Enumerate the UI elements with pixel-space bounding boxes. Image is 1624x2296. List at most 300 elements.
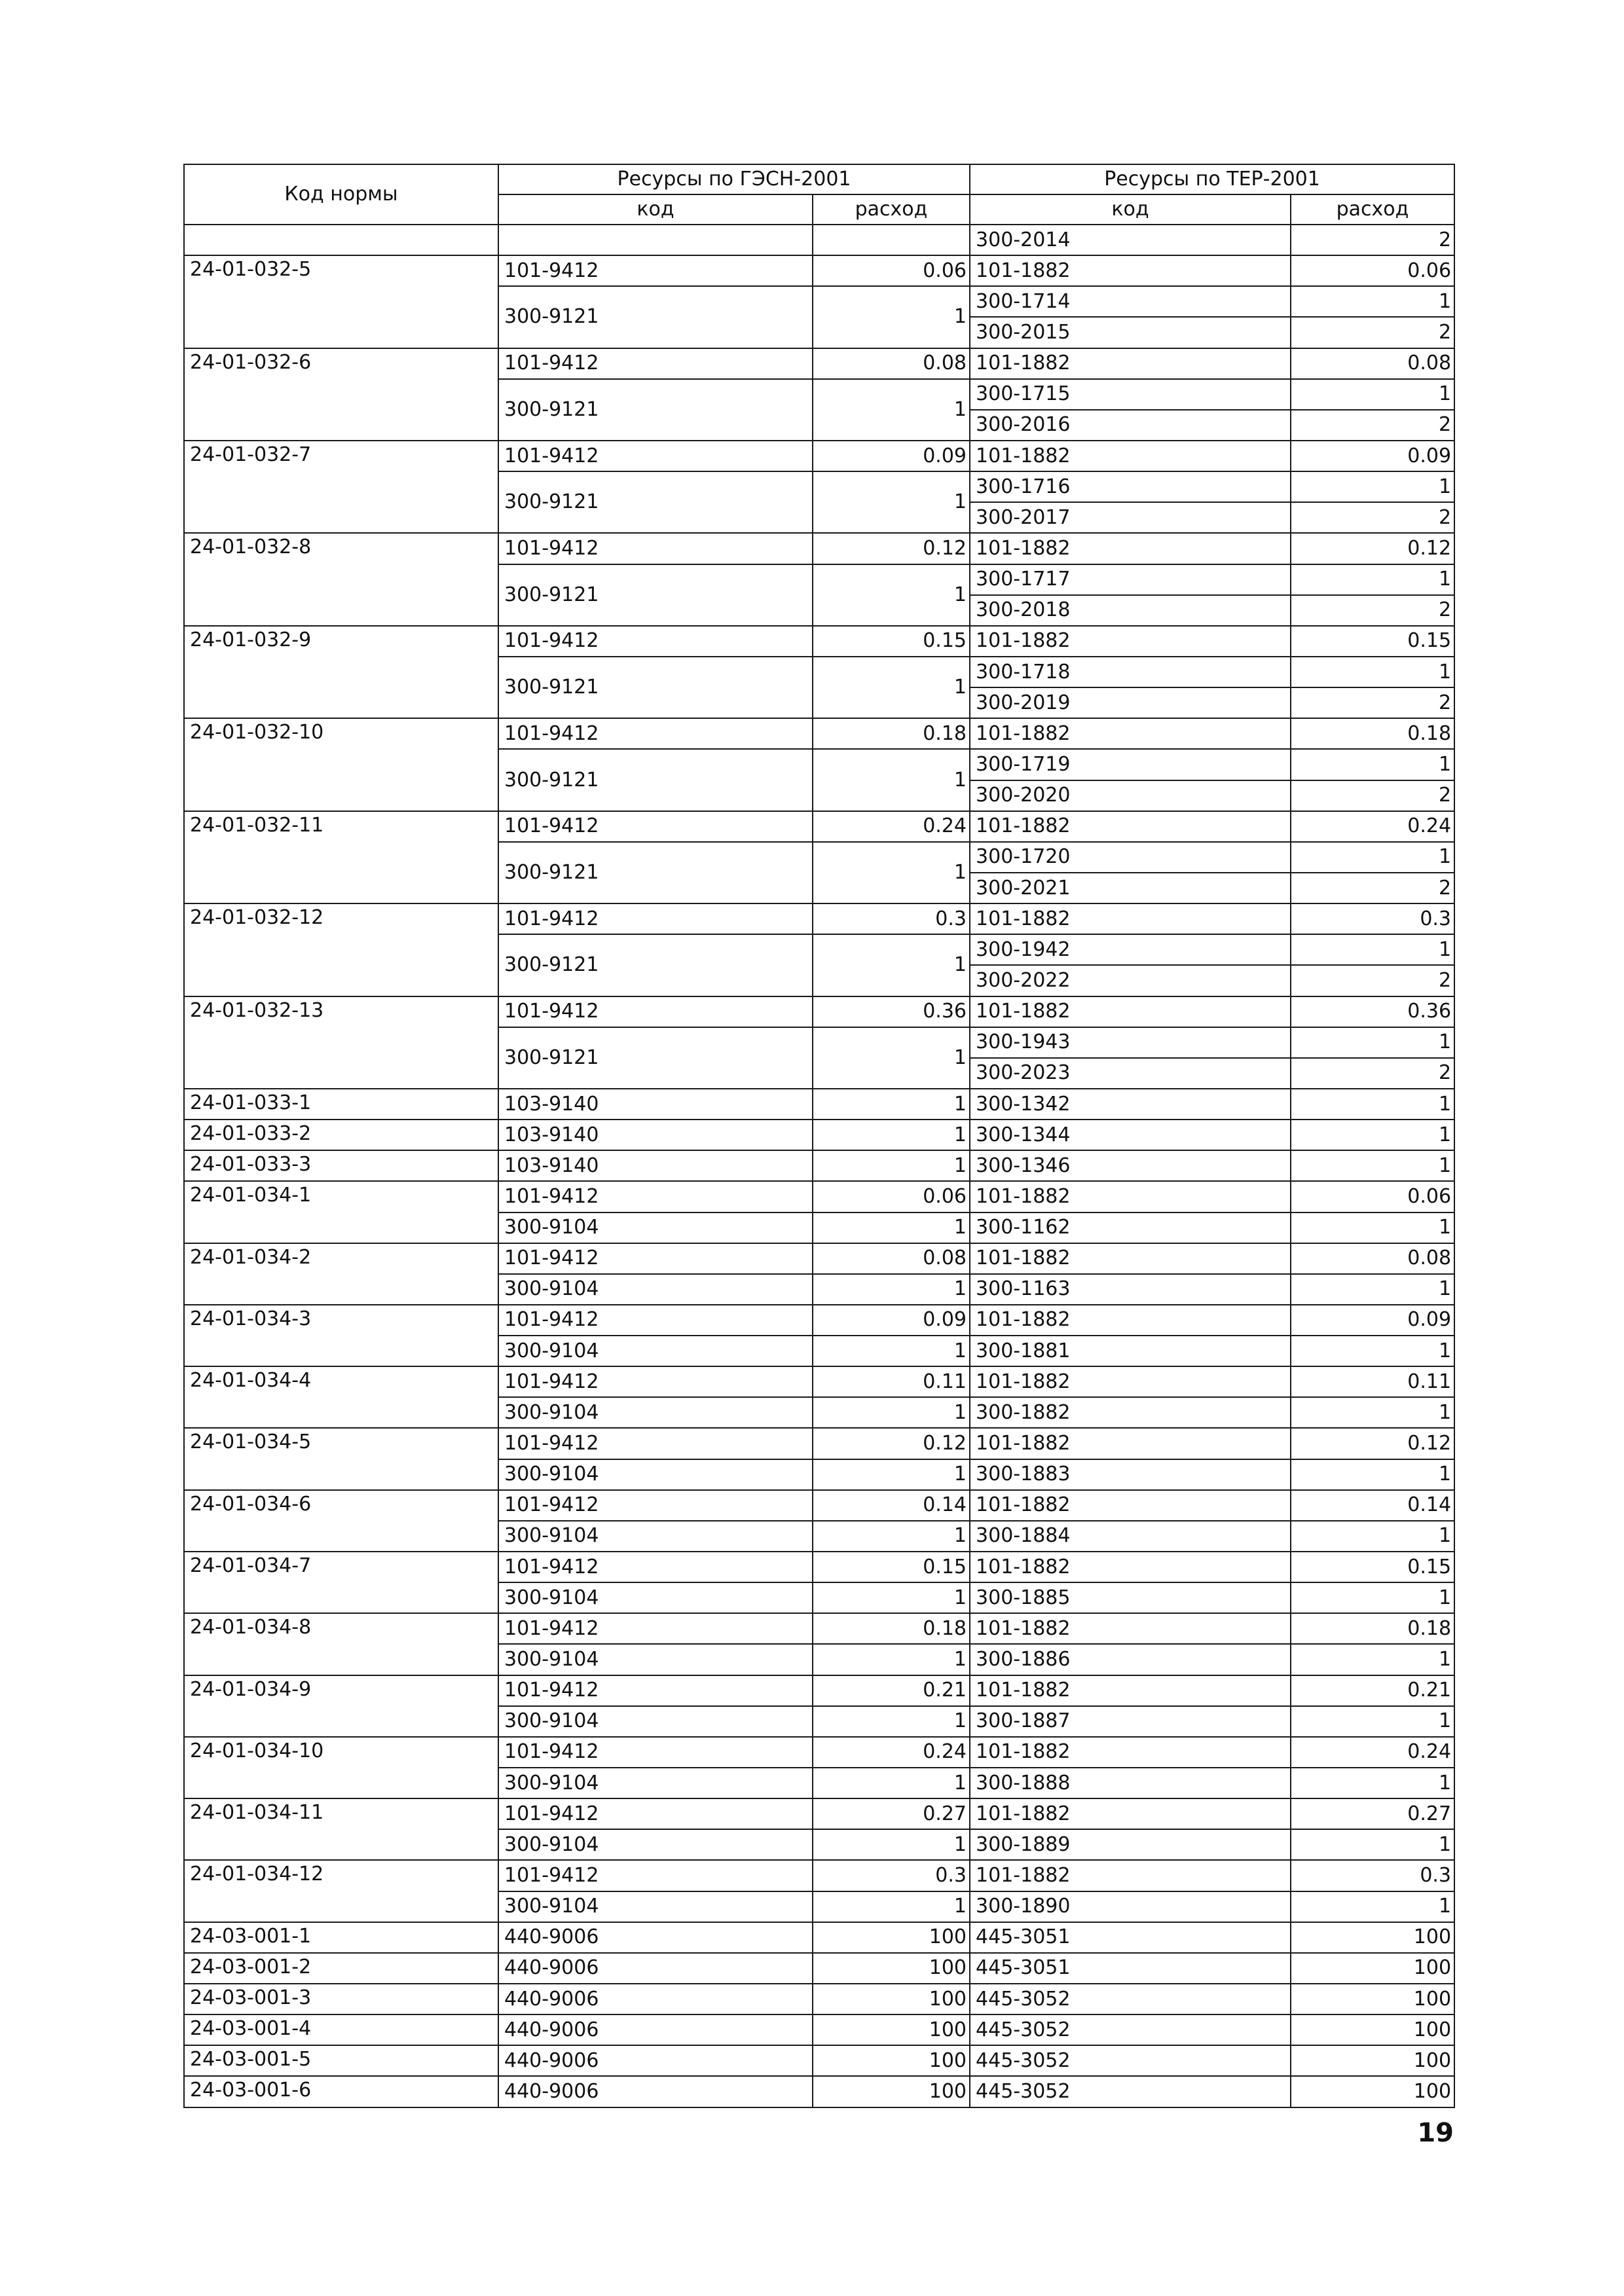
- ter-consumption-cell: 2: [1291, 873, 1454, 903]
- gesn-code-cell: 440-9006: [498, 1922, 813, 1953]
- ter-code-cell: 300-1883: [970, 1459, 1291, 1490]
- table-row: [184, 1243, 1454, 1274]
- table-row: [184, 718, 1454, 749]
- gesn-consumption-cell: 0.09: [813, 441, 970, 471]
- gesn-code-cell: 300-9121: [498, 842, 813, 903]
- ter-consumption-cell: 0.08: [1291, 1243, 1454, 1274]
- ter-consumption-cell: 1: [1291, 1891, 1454, 1922]
- header-gesn-code: код: [498, 194, 813, 225]
- norm-code-cell: [184, 225, 498, 255]
- ter-code-cell: 101-1882: [970, 1305, 1291, 1336]
- gesn-code-cell: 300-9104: [498, 1706, 813, 1737]
- ter-code-cell: 101-1882: [970, 255, 1291, 286]
- gesn-code-cell: 300-9104: [498, 1768, 813, 1798]
- ter-consumption-cell: 0.27: [1291, 1798, 1454, 1829]
- gesn-consumption-cell: [813, 225, 970, 255]
- table-row: [184, 255, 1454, 286]
- gesn-consumption-cell: 100: [813, 1953, 970, 1984]
- norm-code-cell: 24-01-033-2: [184, 1120, 498, 1150]
- ter-consumption-cell: 1: [1291, 286, 1454, 317]
- gesn-consumption-cell: 0.36: [813, 996, 970, 1027]
- gesn-consumption-cell: 0.15: [813, 1552, 970, 1582]
- gesn-consumption-cell: 1: [813, 1089, 970, 1120]
- ter-consumption-cell: 1: [1291, 1829, 1454, 1860]
- gesn-code-cell: 300-9121: [498, 657, 813, 718]
- gesn-consumption-cell: 1: [813, 1027, 970, 1089]
- ter-consumption-cell: 0.09: [1291, 441, 1454, 471]
- norm-code-cell: 24-01-032-9: [184, 626, 498, 718]
- table-row: [184, 1552, 1454, 1582]
- ter-consumption-cell: 1: [1291, 1397, 1454, 1428]
- gesn-consumption-cell: 1: [813, 379, 970, 441]
- norm-code-cell: 24-03-001-1: [184, 1922, 498, 1953]
- ter-consumption-cell: 1: [1291, 379, 1454, 410]
- gesn-code-cell: 101-9412: [498, 1798, 813, 1829]
- header-norm-code: Код нормы: [184, 164, 498, 225]
- ter-consumption-cell: 1: [1291, 842, 1454, 873]
- norm-code-cell: 24-01-034-9: [184, 1675, 498, 1737]
- gesn-consumption-cell: 100: [813, 2014, 970, 2045]
- ter-code-cell: 300-1715: [970, 379, 1291, 410]
- gesn-code-cell: 300-9104: [498, 1891, 813, 1922]
- ter-code-cell: 300-1943: [970, 1027, 1291, 1058]
- gesn-consumption-cell: 0.24: [813, 1737, 970, 1768]
- gesn-consumption-cell: 100: [813, 1984, 970, 2014]
- header-ter-resources: Ресурсы по ТЕР-2001: [970, 164, 1454, 194]
- ter-consumption-cell: 0.14: [1291, 1490, 1454, 1521]
- norm-code-cell: 24-01-034-10: [184, 1737, 498, 1798]
- ter-code-cell: 101-1882: [970, 1428, 1291, 1459]
- norm-code-cell: 24-01-034-8: [184, 1613, 498, 1675]
- gesn-consumption-cell: 1: [813, 1212, 970, 1243]
- gesn-code-cell: 440-9006: [498, 2076, 813, 2107]
- gesn-code-cell: 101-9412: [498, 1490, 813, 1521]
- gesn-code-cell: 101-9412: [498, 255, 813, 286]
- gesn-code-cell: 440-9006: [498, 1984, 813, 2014]
- gesn-consumption-cell: 1: [813, 1768, 970, 1798]
- ter-code-cell: 101-1882: [970, 1552, 1291, 1582]
- ter-code-cell: 300-1720: [970, 842, 1291, 873]
- ter-consumption-cell: 1: [1291, 1089, 1454, 1120]
- gesn-consumption-cell: 0.21: [813, 1675, 970, 1706]
- ter-consumption-cell: 0.09: [1291, 1305, 1454, 1336]
- norm-code-cell: 24-01-034-2: [184, 1243, 498, 1305]
- ter-code-cell: 300-1342: [970, 1089, 1291, 1120]
- ter-code-cell: 445-3052: [970, 2014, 1291, 2045]
- table-row: [184, 2045, 1454, 2076]
- ter-code-cell: 300-2014: [970, 225, 1291, 255]
- table-row: [184, 1953, 1454, 1984]
- table-row: [184, 1428, 1454, 1459]
- gesn-consumption-cell: 1: [813, 1150, 970, 1181]
- ter-code-cell: 300-1717: [970, 564, 1291, 595]
- ter-code-cell: 300-1882: [970, 1397, 1291, 1428]
- gesn-consumption-cell: 0.24: [813, 811, 970, 842]
- gesn-consumption-cell: 1: [813, 1644, 970, 1675]
- ter-code-cell: 300-1163: [970, 1274, 1291, 1305]
- ter-consumption-cell: 2: [1291, 965, 1454, 996]
- ter-consumption-cell: 1: [1291, 657, 1454, 687]
- norm-code-cell: 24-01-034-3: [184, 1305, 498, 1366]
- ter-code-cell: 300-2023: [970, 1058, 1291, 1089]
- ter-consumption-cell: 2: [1291, 225, 1454, 255]
- gesn-code-cell: 300-9104: [498, 1212, 813, 1243]
- norm-code-cell: 24-01-033-3: [184, 1150, 498, 1181]
- gesn-code-cell: 101-9412: [498, 1366, 813, 1397]
- gesn-code-cell: 101-9412: [498, 1613, 813, 1644]
- norm-code-cell: 24-03-001-5: [184, 2045, 498, 2076]
- ter-code-cell: 300-1885: [970, 1582, 1291, 1613]
- ter-consumption-cell: 100: [1291, 2014, 1454, 2045]
- ter-code-cell: 300-1887: [970, 1706, 1291, 1737]
- ter-consumption-cell: 2: [1291, 595, 1454, 626]
- norm-code-cell: 24-01-034-11: [184, 1798, 498, 1860]
- gesn-code-cell: 300-9121: [498, 934, 813, 996]
- ter-code-cell: 101-1882: [970, 903, 1291, 934]
- ter-consumption-cell: 0.06: [1291, 1181, 1454, 1212]
- norm-code-cell: 24-01-034-12: [184, 1860, 498, 1922]
- norm-code-cell: 24-03-001-4: [184, 2014, 498, 2045]
- gesn-code-cell: 101-9412: [498, 533, 813, 564]
- ter-consumption-cell: 1: [1291, 1768, 1454, 1798]
- gesn-code-cell: 300-9121: [498, 564, 813, 626]
- gesn-consumption-cell: 100: [813, 2045, 970, 2076]
- ter-code-cell: 300-1889: [970, 1829, 1291, 1860]
- gesn-code-cell: 101-9412: [498, 1860, 813, 1891]
- gesn-code-cell: 101-9412: [498, 1675, 813, 1706]
- ter-code-cell: 300-1886: [970, 1644, 1291, 1675]
- gesn-consumption-cell: 100: [813, 2076, 970, 2107]
- gesn-code-cell: 440-9006: [498, 1953, 813, 1984]
- gesn-code-cell: 440-9006: [498, 2014, 813, 2045]
- table-row: [184, 225, 1454, 255]
- gesn-consumption-cell: 1: [813, 1120, 970, 1150]
- norm-code-cell: 24-01-034-4: [184, 1366, 498, 1428]
- table-row: [184, 1737, 1454, 1768]
- page-number: 19: [1417, 2118, 1454, 2148]
- table-row: [184, 1490, 1454, 1521]
- ter-consumption-cell: 1: [1291, 471, 1454, 502]
- gesn-code-cell: 101-9412: [498, 811, 813, 842]
- norm-code-cell: 24-01-034-7: [184, 1552, 498, 1613]
- gesn-consumption-cell: 0.12: [813, 533, 970, 564]
- gesn-consumption-cell: 1: [813, 1397, 970, 1428]
- table-row: [184, 441, 1454, 471]
- gesn-code-cell: 101-9412: [498, 1737, 813, 1768]
- gesn-consumption-cell: 1: [813, 286, 970, 348]
- ter-consumption-cell: 2: [1291, 1058, 1454, 1089]
- ter-code-cell: 101-1882: [970, 626, 1291, 657]
- norm-code-cell: 24-01-032-8: [184, 533, 498, 625]
- ter-consumption-cell: 1: [1291, 1582, 1454, 1613]
- gesn-code-cell: 103-9140: [498, 1150, 813, 1181]
- gesn-code-cell: 101-9412: [498, 348, 813, 379]
- gesn-consumption-cell: 1: [813, 657, 970, 718]
- gesn-consumption-cell: 0.06: [813, 1181, 970, 1212]
- ter-code-cell: 101-1882: [970, 1675, 1291, 1706]
- norm-code-cell: 24-03-001-6: [184, 2076, 498, 2107]
- ter-code-cell: 101-1882: [970, 1181, 1291, 1212]
- gesn-code-cell: 300-9121: [498, 379, 813, 441]
- gesn-consumption-cell: 0.18: [813, 1613, 970, 1644]
- ter-code-cell: 101-1882: [970, 1737, 1291, 1768]
- ter-consumption-cell: 0.15: [1291, 1552, 1454, 1582]
- gesn-code-cell: 101-9412: [498, 441, 813, 471]
- ter-consumption-cell: 0.11: [1291, 1366, 1454, 1397]
- gesn-consumption-cell: 1: [813, 1829, 970, 1860]
- gesn-code-cell: 101-9412: [498, 626, 813, 657]
- gesn-consumption-cell: 0.06: [813, 255, 970, 286]
- ter-code-cell: 300-1346: [970, 1150, 1291, 1181]
- ter-consumption-cell: 1: [1291, 1212, 1454, 1243]
- ter-consumption-cell: 2: [1291, 687, 1454, 718]
- ter-code-cell: 300-1888: [970, 1768, 1291, 1798]
- ter-code-cell: 300-1718: [970, 657, 1291, 687]
- gesn-code-cell: 300-9104: [498, 1521, 813, 1552]
- ter-consumption-cell: 1: [1291, 1120, 1454, 1150]
- ter-code-cell: 101-1882: [970, 811, 1291, 842]
- table-row: [184, 348, 1454, 379]
- norm-code-cell: 24-01-034-6: [184, 1490, 498, 1552]
- ter-code-cell: 101-1882: [970, 1613, 1291, 1644]
- ter-code-cell: 300-1162: [970, 1212, 1291, 1243]
- gesn-code-cell: 300-9104: [498, 1397, 813, 1428]
- gesn-consumption-cell: 1: [813, 1336, 970, 1366]
- norm-code-cell: 24-01-032-12: [184, 903, 498, 996]
- gesn-code-cell: 440-9006: [498, 2045, 813, 2076]
- gesn-consumption-cell: 1: [813, 749, 970, 811]
- table-row: [184, 1613, 1454, 1644]
- ter-consumption-cell: 0.24: [1291, 1737, 1454, 1768]
- ter-code-cell: 445-3051: [970, 1953, 1291, 1984]
- norm-code-cell: 24-01-032-5: [184, 255, 498, 348]
- ter-code-cell: 300-1942: [970, 934, 1291, 965]
- gesn-code-cell: 101-9412: [498, 1552, 813, 1582]
- gesn-consumption-cell: 0.11: [813, 1366, 970, 1397]
- ter-consumption-cell: 2: [1291, 780, 1454, 811]
- gesn-consumption-cell: 1: [813, 1459, 970, 1490]
- gesn-consumption-cell: 1: [813, 1706, 970, 1737]
- ter-consumption-cell: 1: [1291, 1521, 1454, 1552]
- ter-consumption-cell: 1: [1291, 1459, 1454, 1490]
- ter-consumption-cell: 1: [1291, 1027, 1454, 1058]
- gesn-consumption-cell: 1: [813, 934, 970, 996]
- gesn-consumption-cell: 100: [813, 1922, 970, 1953]
- ter-code-cell: 445-3052: [970, 2045, 1291, 2076]
- gesn-code-cell: 101-9412: [498, 718, 813, 749]
- gesn-consumption-cell: 1: [813, 564, 970, 626]
- norm-code-cell: 24-01-034-1: [184, 1181, 498, 1243]
- gesn-consumption-cell: 0.3: [813, 1860, 970, 1891]
- gesn-consumption-cell: 1: [813, 1891, 970, 1922]
- gesn-consumption-cell: 1: [813, 471, 970, 533]
- ter-code-cell: 300-2018: [970, 595, 1291, 626]
- norm-code-cell: 24-01-032-10: [184, 718, 498, 811]
- gesn-code-cell: 101-9412: [498, 1181, 813, 1212]
- table-row: [184, 1089, 1454, 1120]
- gesn-code-cell: 300-9104: [498, 1336, 813, 1366]
- table-row: [184, 811, 1454, 842]
- ter-consumption-cell: 100: [1291, 2076, 1454, 2107]
- table-row: [184, 1181, 1454, 1212]
- gesn-consumption-cell: 0.09: [813, 1305, 970, 1336]
- ter-code-cell: 101-1882: [970, 348, 1291, 379]
- header-gesn-resources: Ресурсы по ГЭСН-2001: [498, 164, 970, 194]
- table-row: [184, 1798, 1454, 1829]
- table-row: [184, 1150, 1454, 1181]
- table-row: [184, 1675, 1454, 1706]
- ter-consumption-cell: 0.18: [1291, 718, 1454, 749]
- ter-code-cell: 445-3051: [970, 1922, 1291, 1953]
- ter-consumption-cell: 0.12: [1291, 533, 1454, 564]
- ter-consumption-cell: 1: [1291, 1336, 1454, 1366]
- ter-code-cell: 300-1890: [970, 1891, 1291, 1922]
- header-ter-consumption: расход: [1291, 194, 1454, 225]
- ter-consumption-cell: 0.06: [1291, 255, 1454, 286]
- ter-consumption-cell: 0.3: [1291, 1860, 1454, 1891]
- ter-consumption-cell: 0.3: [1291, 903, 1454, 934]
- ter-code-cell: 101-1882: [970, 1860, 1291, 1891]
- ter-code-cell: 101-1882: [970, 718, 1291, 749]
- table-header: [184, 164, 1454, 225]
- norm-code-cell: 24-01-032-11: [184, 811, 498, 903]
- ter-code-cell: 300-2020: [970, 780, 1291, 811]
- ter-code-cell: 300-1719: [970, 749, 1291, 780]
- ter-consumption-cell: 1: [1291, 749, 1454, 780]
- ter-consumption-cell: 100: [1291, 1953, 1454, 1984]
- ter-code-cell: 445-3052: [970, 2076, 1291, 2107]
- gesn-code-cell: 101-9412: [498, 1428, 813, 1459]
- ter-consumption-cell: 0.36: [1291, 996, 1454, 1027]
- norm-code-cell: 24-01-032-13: [184, 996, 498, 1089]
- gesn-code-cell: 300-9104: [498, 1459, 813, 1490]
- norm-code-cell: 24-03-001-3: [184, 1984, 498, 2014]
- ter-code-cell: 101-1882: [970, 1366, 1291, 1397]
- ter-consumption-cell: 2: [1291, 502, 1454, 533]
- table-row: [184, 903, 1454, 934]
- ter-consumption-cell: 1: [1291, 564, 1454, 595]
- gesn-code-cell: 103-9140: [498, 1120, 813, 1150]
- gesn-consumption-cell: 1: [813, 1582, 970, 1613]
- norm-code-cell: 24-01-034-5: [184, 1428, 498, 1489]
- ter-code-cell: 101-1882: [970, 996, 1291, 1027]
- gesn-code-cell: 300-9121: [498, 749, 813, 811]
- table-row: [184, 2014, 1454, 2045]
- gesn-consumption-cell: 0.27: [813, 1798, 970, 1829]
- gesn-code-cell: 300-9104: [498, 1644, 813, 1675]
- ter-consumption-cell: 100: [1291, 1922, 1454, 1953]
- table-row: [184, 996, 1454, 1027]
- table-row: [184, 1860, 1454, 1891]
- gesn-code-cell: [498, 225, 813, 255]
- gesn-consumption-cell: 0.08: [813, 1243, 970, 1274]
- ter-consumption-cell: 0.12: [1291, 1428, 1454, 1459]
- ter-consumption-cell: 0.18: [1291, 1613, 1454, 1644]
- table-row: [184, 626, 1454, 657]
- table-row: [184, 1984, 1454, 2014]
- norm-code-cell: 24-01-032-6: [184, 348, 498, 441]
- ter-consumption-cell: 1: [1291, 1644, 1454, 1675]
- ter-code-cell: 300-2015: [970, 317, 1291, 348]
- ter-code-cell: 300-1716: [970, 471, 1291, 502]
- table-body: [184, 225, 1454, 2107]
- gesn-code-cell: 103-9140: [498, 1089, 813, 1120]
- ter-consumption-cell: 1: [1291, 1274, 1454, 1305]
- ter-consumption-cell: 1: [1291, 934, 1454, 965]
- ter-code-cell: 300-2019: [970, 687, 1291, 718]
- gesn-consumption-cell: 1: [813, 1274, 970, 1305]
- gesn-consumption-cell: 1: [813, 1521, 970, 1552]
- ter-consumption-cell: 1: [1291, 1706, 1454, 1737]
- ter-consumption-cell: 0.15: [1291, 626, 1454, 657]
- gesn-consumption-cell: 1: [813, 842, 970, 903]
- table-row: [184, 1366, 1454, 1397]
- ter-code-cell: 300-2017: [970, 502, 1291, 533]
- ter-code-cell: 300-1884: [970, 1521, 1291, 1552]
- table-row: [184, 1305, 1454, 1336]
- gesn-code-cell: 300-9121: [498, 471, 813, 533]
- ter-code-cell: 101-1882: [970, 533, 1291, 564]
- gesn-code-cell: 300-9104: [498, 1829, 813, 1860]
- gesn-consumption-cell: 0.18: [813, 718, 970, 749]
- ter-code-cell: 300-1714: [970, 286, 1291, 317]
- table-row: [184, 533, 1454, 564]
- ter-consumption-cell: 100: [1291, 2045, 1454, 2076]
- norm-code-cell: 24-01-033-1: [184, 1089, 498, 1120]
- ter-consumption-cell: 100: [1291, 1984, 1454, 2014]
- ter-code-cell: 101-1882: [970, 1798, 1291, 1829]
- table-row: [184, 2076, 1454, 2107]
- ter-consumption-cell: 0.08: [1291, 348, 1454, 379]
- table-row: [184, 1120, 1454, 1150]
- gesn-code-cell: 300-9121: [498, 286, 813, 348]
- gesn-consumption-cell: 0.3: [813, 903, 970, 934]
- ter-code-cell: 300-2022: [970, 965, 1291, 996]
- table-row: [184, 1922, 1454, 1953]
- ter-consumption-cell: 0.24: [1291, 811, 1454, 842]
- ter-code-cell: 300-2016: [970, 410, 1291, 441]
- gesn-code-cell: 300-9104: [498, 1582, 813, 1613]
- gesn-consumption-cell: 0.12: [813, 1428, 970, 1459]
- ter-code-cell: 300-1344: [970, 1120, 1291, 1150]
- gesn-consumption-cell: 0.08: [813, 348, 970, 379]
- ter-consumption-cell: 0.21: [1291, 1675, 1454, 1706]
- gesn-consumption-cell: 0.14: [813, 1490, 970, 1521]
- ter-code-cell: 300-1881: [970, 1336, 1291, 1366]
- gesn-code-cell: 101-9412: [498, 903, 813, 934]
- gesn-consumption-cell: 0.15: [813, 626, 970, 657]
- gesn-code-cell: 101-9412: [498, 1305, 813, 1336]
- gesn-code-cell: 300-9104: [498, 1274, 813, 1305]
- ter-code-cell: 101-1882: [970, 1243, 1291, 1274]
- ter-code-cell: 101-1882: [970, 441, 1291, 471]
- header-ter-code: код: [970, 194, 1291, 225]
- gesn-code-cell: 101-9412: [498, 996, 813, 1027]
- ter-code-cell: 101-1882: [970, 1490, 1291, 1521]
- ter-code-cell: 300-2021: [970, 873, 1291, 903]
- ter-code-cell: 445-3052: [970, 1984, 1291, 2014]
- header-gesn-consumption: расход: [813, 194, 970, 225]
- norm-code-cell: 24-01-032-7: [184, 441, 498, 533]
- gesn-code-cell: 101-9412: [498, 1243, 813, 1274]
- resource-mapping-table: [183, 164, 1455, 2108]
- gesn-code-cell: 300-9121: [498, 1027, 813, 1089]
- ter-consumption-cell: 1: [1291, 1150, 1454, 1181]
- ter-consumption-cell: 2: [1291, 410, 1454, 441]
- resource-mapping-sheet: [183, 164, 1454, 2108]
- ter-consumption-cell: 2: [1291, 317, 1454, 348]
- norm-code-cell: 24-03-001-2: [184, 1953, 498, 1984]
